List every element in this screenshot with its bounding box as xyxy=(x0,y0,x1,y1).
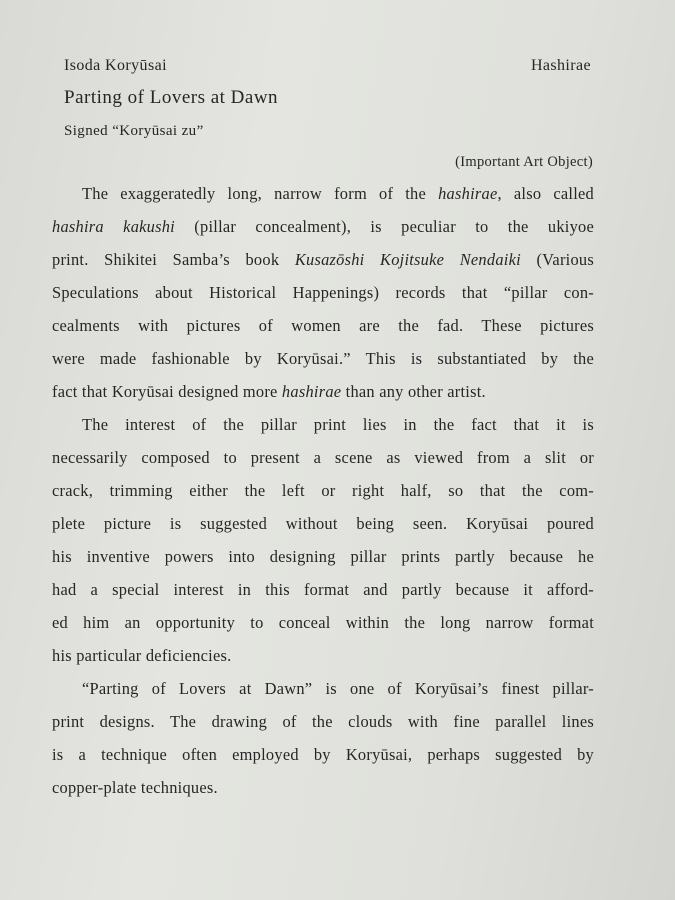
text-line: The exaggeratedly long, narrow form of the hashirae, also called xyxy=(82,184,595,203)
text-line: Speculations about Historical Happenings) records that “pillar con- xyxy=(52,283,594,302)
artist-name: Isoda Koryūsai xyxy=(64,57,167,74)
text-line: cealments with pictures of women are the fad. These pictures xyxy=(52,316,594,335)
text-line: print. Shikitei Samba’s book Kusazōshi Kojitsuke Nendaiki (Various xyxy=(52,250,594,269)
signature-note: Signed “Koryūsai zu” xyxy=(64,123,204,139)
text-line: “Parting of Lovers at Dawn” is one of Koryūsai’s finest pillar- xyxy=(82,679,594,698)
text-line: copper-plate techniques. xyxy=(52,778,218,797)
text-line: had a special interest in this format and partly because it afford- xyxy=(52,580,594,599)
artwork-title: Parting of Lovers at Dawn xyxy=(64,87,279,108)
text-line: his particular deficiencies. xyxy=(52,646,232,665)
text-line: his inventive powers into designing pillar prints partly because he xyxy=(52,547,594,566)
text-line: crack, trimming either the left or right half, so that the com- xyxy=(52,481,594,500)
body-text xyxy=(52,181,594,808)
text-line: fact that Koryūsai designed more hashirae than any other artist. xyxy=(52,382,486,401)
print-format: Hashirae xyxy=(530,57,591,74)
text-line: plete picture is suggested without being seen. Koryūsai poured xyxy=(52,514,594,533)
designation-label: (Important Art Object) xyxy=(455,154,593,170)
text-line: print designs. The drawing of the clouds with fine parallel lines xyxy=(52,712,594,731)
text-line: hashira kakushi (pillar concealment), is peculiar to the ukiyoe xyxy=(52,217,594,236)
text-line: necessarily composed to present a scene as viewed from a slit or xyxy=(52,448,594,467)
text-line: were made fashionable by Koryūsai.” This is substantiated by the xyxy=(52,349,594,368)
text-line: ed him an opportunity to conceal within the long narrow format xyxy=(52,613,594,632)
text-line: is a technique often employed by Koryūsai, perhaps suggested by xyxy=(52,745,594,764)
text-line: The interest of the pillar print lies in the fact that it is xyxy=(82,415,594,434)
